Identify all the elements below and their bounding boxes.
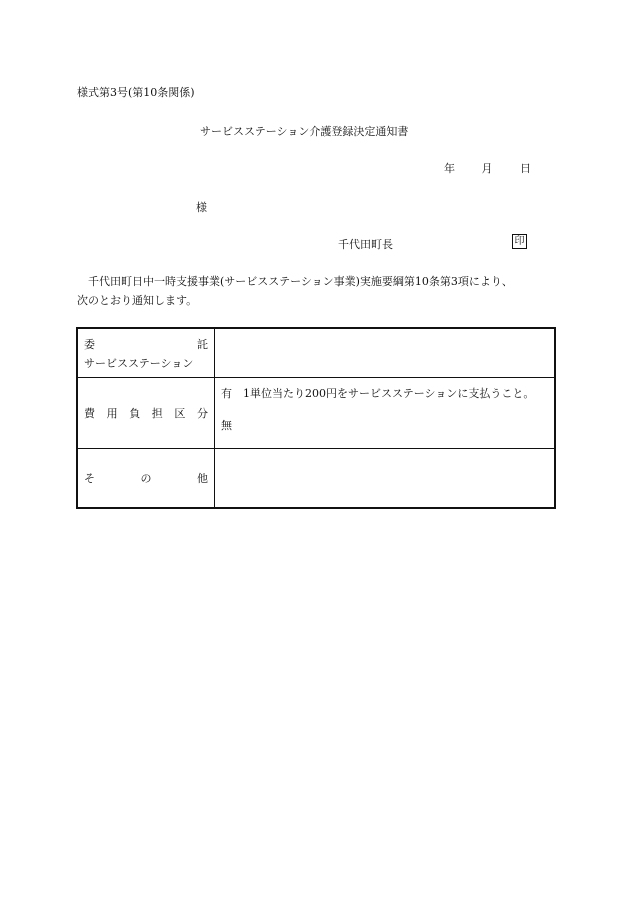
date-year-label: 年 <box>444 162 455 175</box>
cost-burden-label-char: 担 <box>151 407 163 420</box>
cost-option-no: 無 <box>221 419 232 432</box>
seal-mark: 印 <box>512 234 527 249</box>
table-row-other <box>77 449 555 509</box>
body-line-1 <box>77 272 557 291</box>
table-row-cost-burden <box>77 378 555 449</box>
table-row-consignment <box>77 328 555 378</box>
document-title: サービスステーション介護登録決定通知書 <box>200 125 409 138</box>
consignment-label-cell <box>77 328 215 378</box>
consignment-label-char: 委 <box>84 338 95 351</box>
consignment-label-top <box>84 335 208 355</box>
body-line-2: 次のとおり通知します。 <box>77 294 198 307</box>
date-day-label: 日 <box>520 162 531 175</box>
date-line <box>444 160 531 176</box>
cost-burden-value-cell[interactable] <box>215 378 556 449</box>
consignment-label-bottom: サービスステーション <box>84 357 194 370</box>
body-text <box>77 272 557 310</box>
other-label-cell <box>77 449 215 509</box>
other-label <box>84 470 208 486</box>
date-month-label: 月 <box>481 162 493 175</box>
other-value-cell[interactable] <box>215 449 556 509</box>
other-label-char: の <box>140 472 152 485</box>
cost-burden-label <box>84 405 208 421</box>
consignment-value-cell[interactable] <box>215 328 556 378</box>
cost-burden-label-cell <box>77 378 215 449</box>
cost-burden-label-char: 費 <box>84 407 95 420</box>
other-label-char: 他 <box>197 472 208 485</box>
other-label-char: そ <box>84 472 95 485</box>
cost-option-yes: 有 1単位当たり200円をサービスステーションに支払うこと。 <box>221 387 535 400</box>
notification-table <box>76 327 556 509</box>
cost-burden-label-char: 負 <box>129 407 141 420</box>
cost-burden-label-char: 区 <box>174 407 186 420</box>
consignment-label-char: 託 <box>197 338 208 351</box>
sender-name: 千代田町長 <box>338 238 393 251</box>
form-number: 様式第3号(第10条関係) <box>77 86 195 99</box>
cost-burden-label-char: 分 <box>196 407 208 420</box>
body-line-1-text: 千代田町日中一時支援事業(サービスステーション事業)実施要綱第10条第3項により、 <box>88 275 513 288</box>
addressee-suffix: 様 <box>196 201 207 214</box>
cost-burden-label-char: 用 <box>106 407 118 420</box>
